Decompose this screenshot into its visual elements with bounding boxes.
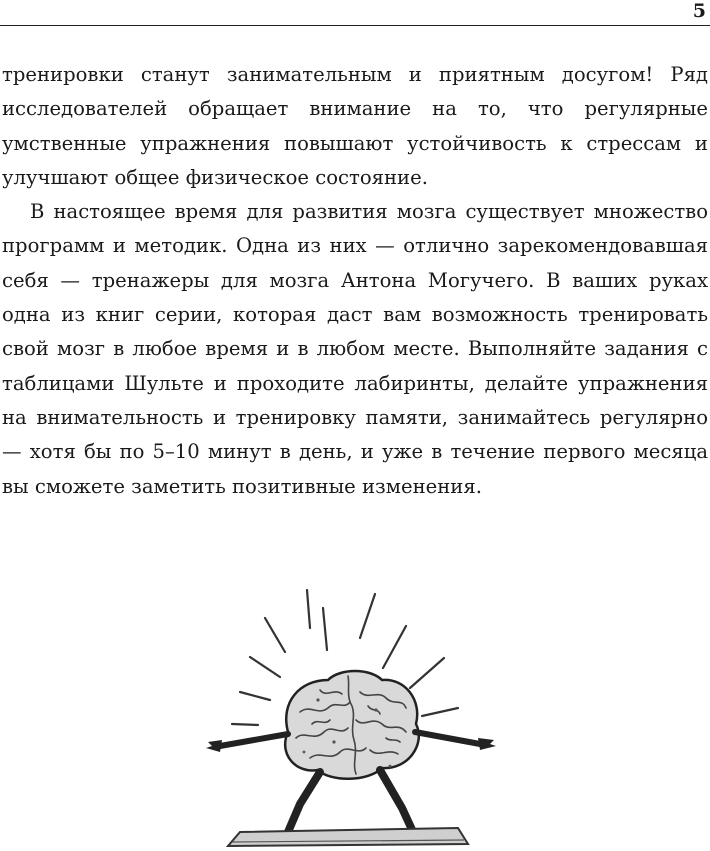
paragraph-2: В настоящее время для развития мозга существует множество программ и методик. Одна из них — отлично зарекомендовавшая себя — тренажеры для мозга Антона Могучего. В ваших руках одна из книг серии, которая даст вам возможность тренировать свой мозг в любое время и в любом месте. Выполняйте задания с таблицами Шульте и проходите лабиринты, делайте упражнения на внимательность и тренировку памяти, занимайтесь регулярно — хотя бы по 5–10 минут в день, и уже в течение первого месяца вы сможете заметить позитивные изменения. xyxy=(2,200,708,498)
body-text xyxy=(2,58,708,504)
brain-yoga-illustration xyxy=(200,582,500,847)
page-number: 5 xyxy=(692,0,706,22)
header-rule xyxy=(0,25,710,26)
paragraph-1: тренировки станут занимательным и приятным досугом! Ряд исследователей обращает внимание на то, что регулярные умственные упражнения повышают устойчивость к стрессам и улучшают общее физическое состояние. xyxy=(2,63,708,189)
brain-yoga-icon xyxy=(200,582,500,847)
